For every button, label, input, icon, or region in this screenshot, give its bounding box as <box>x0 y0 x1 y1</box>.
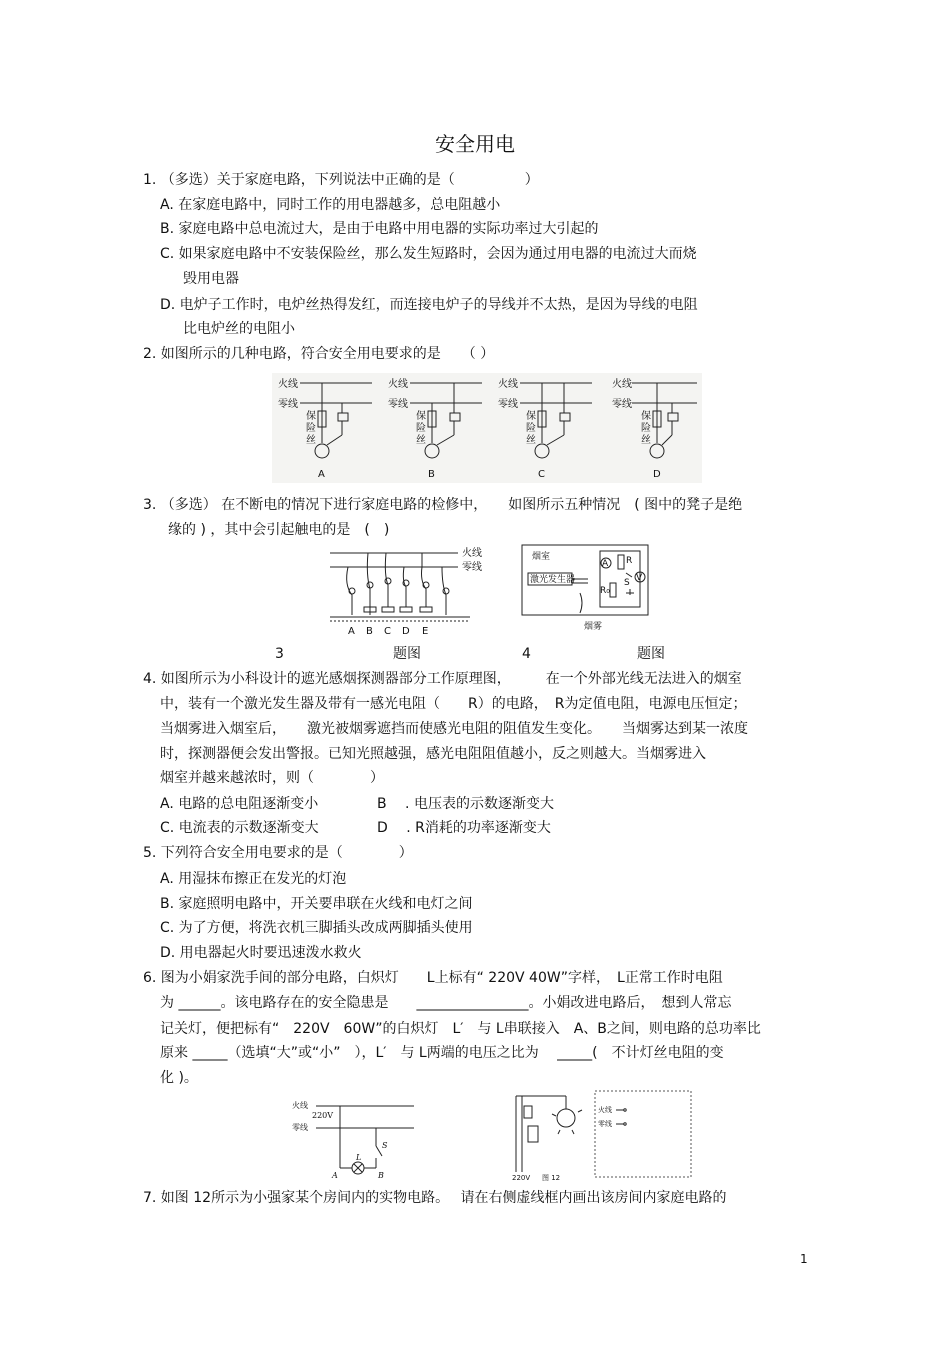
q4-line-5: 烟室并越来越浓时，则（ ） <box>160 770 384 786</box>
q3-fire-label: 火线 <box>462 548 482 559</box>
q2-fuse-char-3c: 丝 <box>526 435 536 446</box>
q5-option-a: A. 用湿抹布擦正在发光的灯泡 <box>160 871 347 887</box>
q6-bathroom-circuit-figure <box>290 1096 420 1182</box>
q6-fire-label: 火线 <box>292 1101 308 1110</box>
q4-smoke-label: 烟雾 <box>584 622 603 632</box>
q2-zero-label-b: 零线 <box>388 399 408 410</box>
page-title: 安全用电 <box>435 132 515 156</box>
q7-answer-dashed-box <box>594 1090 692 1178</box>
q4-option-b: B . 电压表的示数逐渐变大 <box>377 796 554 812</box>
q2-stem: 2. 如图所示的几种电路，符合安全用电要求的是 （ ） <box>143 346 495 362</box>
page-number: 1 <box>800 1252 808 1266</box>
q6-line-5: 化 )。 <box>160 1070 198 1086</box>
q3-people-figure <box>330 545 490 637</box>
q2-label-c: C <box>538 469 545 480</box>
q3-line-1: 3. （多选） 在不断电的情况下进行家庭电路的检修中， 如图所示五种情况 ( 图中的凳子是绝 <box>143 497 743 513</box>
q2-label-a: A <box>318 469 325 480</box>
q4-line-3: 当烟雾进入烟室后， 激光被烟雾遮挡而使感光电阻的阻值发生变化。 当烟雾达到某一浓度 <box>160 721 748 737</box>
q4-line-1: 4. 如图所示为小科设计的遮光感烟探测器部分工作原理图， 在一个外部光线无法进入的烟室 <box>143 671 742 687</box>
q2-fuse-char-2b: 险 <box>416 423 426 434</box>
q2-fuse-char-1c: 保 <box>526 411 536 422</box>
q1-option-c-cont: 毁用电器 <box>183 271 239 287</box>
q2-fuse-char-1: 保 <box>306 411 316 422</box>
q7-line-1: 7. 如图 12所示为小强家某个房间内的实物电路。 请在右侧虚线框内画出该房间内家庭电路的 <box>143 1190 727 1206</box>
q4-smoke-detector-figure <box>520 543 650 635</box>
q2-fire-label-d: 火线 <box>612 379 632 390</box>
q3-label-b: B <box>366 626 373 637</box>
q2-zero-label-c: 零线 <box>498 399 518 410</box>
q2-fuse-char-3b: 丝 <box>416 435 426 446</box>
q2-fuse-char-2d: 险 <box>641 423 651 434</box>
q1-option-b: B. 家庭电路中总电流过大，是由于电路中用电器的实际功率过大引起的 <box>160 221 599 237</box>
q1-stem: 1. （多选）关于家庭电路，下列说法中正确的是（ ） <box>143 172 539 188</box>
q1-option-d-cont: 比电炉丝的电阻小 <box>183 321 295 337</box>
q4-laser-label: 激光发生器 <box>530 575 576 585</box>
q2-label-b: B <box>428 469 435 480</box>
q6-voltage-label: 220V <box>312 1111 334 1120</box>
q4-room-label: 烟室 <box>532 552 551 562</box>
q1-option-a: A. 在家庭电路中，同时工作的用电器越多，总电阻越小 <box>160 197 501 213</box>
q6-zero-label: 零线 <box>292 1123 308 1132</box>
q2-fuse-char-3: 丝 <box>306 435 316 446</box>
q2-zero-label-a: 零线 <box>278 399 298 410</box>
q2-fuse-char-2c: 险 <box>526 423 536 434</box>
q3-label-c: C <box>384 626 391 637</box>
q2-circuit-figure <box>272 373 702 483</box>
q4-r0-label: R₀ <box>600 586 610 596</box>
q6-switch-label: S <box>382 1141 388 1150</box>
q1-option-c: C. 如果家庭电路中不安装保险丝，那么发生短路时，会因为通过用电器的电流过大而烧 <box>160 246 697 262</box>
q5-stem: 5. 下列符合安全用电要求的是（ ） <box>143 845 413 861</box>
q7-room-photo-figure <box>512 1090 594 1182</box>
q4-line-2: 中，装有一个激光发生器及带有一感光电阻（ R）的电路， R为定值电阻，电源电压恒定； <box>160 696 747 712</box>
q3-line-2: 缘的 ) ，其中会引起触电的是 ( ) <box>168 522 390 538</box>
q2-fuse-char-1d: 保 <box>641 411 651 422</box>
q3-label-e: E <box>422 626 429 637</box>
fig3-caption-word: 题图 <box>393 646 421 662</box>
q5-option-c: C. 为了方便，将洗衣机三脚插头改成两脚插头使用 <box>160 920 473 936</box>
q6-line-3: 记关灯，便把标有“ 220V 60W”的白炽灯 L′ 与 L串联接入 A、B之间，则电路的总功率比 <box>160 1021 761 1037</box>
q5-option-d: D. 用电器起火时要迅速泼水救火 <box>160 945 362 961</box>
q2-zero-label-d: 零线 <box>612 399 632 410</box>
q2-label-d: D <box>653 469 661 480</box>
q3-label-a: A <box>348 626 355 637</box>
q4-ammeter-label: A <box>602 559 609 569</box>
q3-zero-label: 零线 <box>462 562 482 573</box>
q1-option-d: D. 电炉子工作时，电炉丝热得发红，而连接电炉子的导线并不太热，是因为导线的电阻 <box>160 297 698 313</box>
q2-fuse-char-1b: 保 <box>416 411 426 422</box>
q4-voltmeter-label: V <box>636 573 643 583</box>
q6-point-b: B <box>378 1171 384 1180</box>
q2-fuse-char-3d: 丝 <box>641 435 651 446</box>
q4-switch-label: S <box>624 578 630 588</box>
q2-fuse-char-2: 险 <box>306 423 316 434</box>
q4-option-c: C. 电流表的示数逐渐变大 <box>160 820 319 836</box>
q2-fire-label-c: 火线 <box>498 379 518 390</box>
q2-fire-label-a: 火线 <box>278 379 298 390</box>
q7-fig12-caption: 图 12 <box>542 1174 561 1182</box>
q4-line-4: 时，探测器便会发出警报。已知光照越强，感光电阻阻值越小，反之则越大。当烟雾进入 <box>160 746 706 762</box>
q4-option-a: A. 电路的总电阻逐渐变小 <box>160 796 319 812</box>
q6-line-4: 原来 _____（选填“大”或“小” ），L′ 与 L两端的电压之比为 _____( 不计灯丝电阻的变 <box>160 1045 724 1061</box>
fig3-caption-number: 3 <box>275 646 284 662</box>
q3-label-d: D <box>402 626 410 637</box>
q7-zero-label: 零线 <box>598 1120 612 1128</box>
q7-voltage-label: 220V <box>512 1174 531 1182</box>
q7-fire-label: 火线 <box>598 1106 612 1114</box>
q6-lamp-label: L <box>356 1153 362 1162</box>
q4-option-d: D . R消耗的功率逐渐变大 <box>377 820 551 836</box>
q6-line-2: 为 ______。该电路存在的安全隐患是 ________________。小娟改进电路后， 想到人常忘 <box>160 995 732 1011</box>
fig4-caption-word: 题图 <box>637 646 665 662</box>
q6-point-a: A <box>332 1171 338 1180</box>
q2-fire-label-b: 火线 <box>388 379 408 390</box>
q5-option-b: B. 家庭照明电路中，开关要串联在火线和电灯之间 <box>160 896 473 912</box>
q4-r-label: R <box>626 556 633 566</box>
q6-line-1: 6. 图为小娟家洗手间的部分电路，白炽灯 L上标有“ 220V 40W”字样， L正常工作时电阻 <box>143 970 723 986</box>
fig4-caption-number: 4 <box>522 646 531 662</box>
